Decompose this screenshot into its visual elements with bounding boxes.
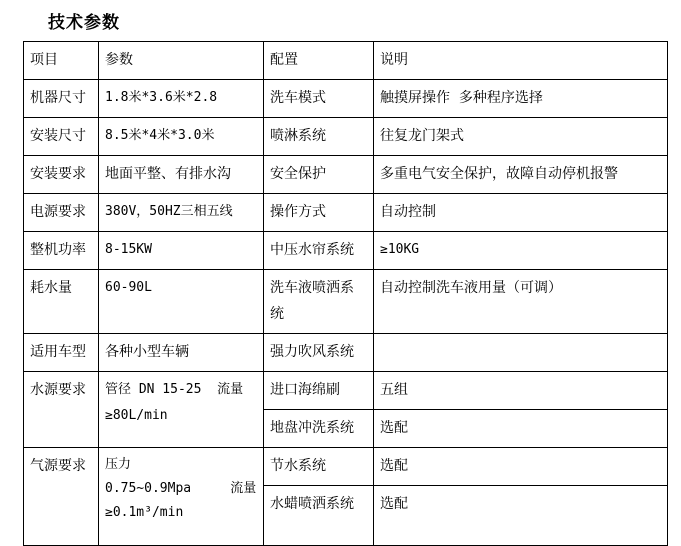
table-row bbox=[24, 448, 668, 486]
cell-note: 五组 bbox=[374, 372, 668, 410]
cell-config: 安全保护 bbox=[264, 156, 374, 194]
param-line: ≥0.1m³/min bbox=[105, 505, 184, 520]
section-title: 技术参数 bbox=[48, 13, 120, 33]
cell-config: 喷淋系统 bbox=[264, 118, 374, 156]
cell-note: 多重电气安全保护，故障自动停机报警 bbox=[374, 156, 668, 194]
cell-item: 气源要求 bbox=[24, 448, 99, 546]
cell-param: 60-90L bbox=[99, 270, 264, 334]
param-line: 压力 bbox=[105, 457, 132, 472]
table-row bbox=[24, 156, 668, 194]
table-row bbox=[24, 334, 668, 372]
cell-config: 强力吹风系统 bbox=[264, 334, 374, 372]
cell-note: ≥10KG bbox=[374, 232, 668, 270]
cell-note: 选配 bbox=[374, 448, 668, 486]
cell-item: 耗水量 bbox=[24, 270, 99, 334]
table-row bbox=[24, 118, 668, 156]
cell-config: 中压水帘系统 bbox=[264, 232, 374, 270]
cell-note: 选配 bbox=[374, 410, 668, 448]
cell-note: 自动控制 bbox=[374, 194, 668, 232]
table-row bbox=[24, 232, 668, 270]
header-param: 参数 bbox=[99, 42, 264, 80]
cell-param bbox=[99, 448, 264, 546]
cell-note: 往复龙门架式 bbox=[374, 118, 668, 156]
cell-note: 触摸屏操作 多种程序选择 bbox=[374, 80, 668, 118]
param-line: 管径 DN 15-25 流量 bbox=[105, 382, 244, 397]
cell-item: 电源要求 bbox=[24, 194, 99, 232]
table-row bbox=[24, 194, 668, 232]
cell-config: 水蜡喷洒系统 bbox=[264, 486, 374, 546]
cell-param: 1.8米*3.6米*2.8 bbox=[99, 80, 264, 118]
param-line: 0.75~0.9Mpa 流量 bbox=[105, 481, 257, 496]
cell-config: 操作方式 bbox=[264, 194, 374, 232]
cell-param: 380V，50HZ三相五线 bbox=[99, 194, 264, 232]
cell-note bbox=[374, 334, 668, 372]
cell-config: 洗车模式 bbox=[264, 80, 374, 118]
header-config: 配置 bbox=[264, 42, 374, 80]
cell-item: 适用车型 bbox=[24, 334, 99, 372]
cell-config: 地盘冲洗系统 bbox=[264, 410, 374, 448]
cell-config: 进口海绵刷 bbox=[264, 372, 374, 410]
cell-item: 整机功率 bbox=[24, 232, 99, 270]
cell-param: 地面平整、有排水沟 bbox=[99, 156, 264, 194]
table-row bbox=[24, 270, 668, 334]
cell-note: 选配 bbox=[374, 486, 668, 546]
table-row bbox=[24, 372, 668, 410]
cell-item: 安装尺寸 bbox=[24, 118, 99, 156]
cell-config: 节水系统 bbox=[264, 448, 374, 486]
cell-config: 洗车液喷洒系统 bbox=[264, 270, 374, 334]
header-note: 说明 bbox=[374, 42, 668, 80]
cell-param: 各种小型车辆 bbox=[99, 334, 264, 372]
cell-item: 水源要求 bbox=[24, 372, 99, 448]
cell-item: 机器尺寸 bbox=[24, 80, 99, 118]
cell-param: 8.5米*4米*3.0米 bbox=[99, 118, 264, 156]
spec-table bbox=[23, 41, 668, 546]
cell-param: 8-15KW bbox=[99, 232, 264, 270]
cell-note: 自动控制洗车液用量（可调） bbox=[374, 270, 668, 334]
cell-param bbox=[99, 372, 264, 448]
param-line: ≥80L/min bbox=[105, 408, 168, 423]
table-header-row bbox=[24, 42, 668, 80]
table-row bbox=[24, 80, 668, 118]
header-item: 项目 bbox=[24, 42, 99, 80]
cell-item: 安装要求 bbox=[24, 156, 99, 194]
